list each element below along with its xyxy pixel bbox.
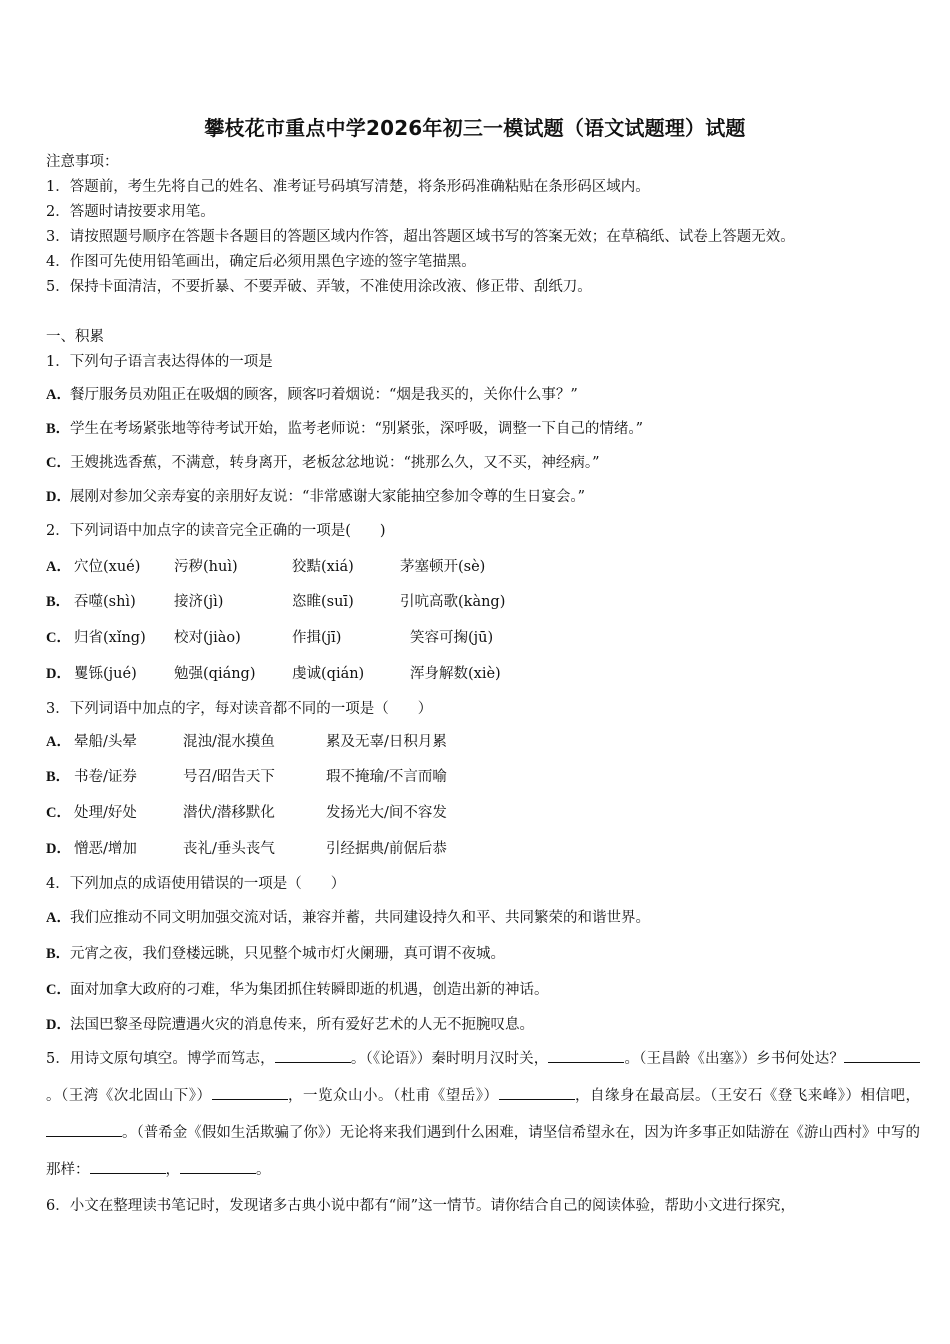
q5-text: ，一览众山小。（杜甫《望岳》） [287, 1088, 499, 1104]
option-word: 矍铄(jué) [74, 666, 137, 682]
q4-option-d[interactable] [46, 1015, 920, 1035]
option-word: 引吭高歌(kàng) [400, 594, 506, 610]
q5-text: ，自缘身在最高层。（王安石《登飞来峰》）相信吧， [574, 1088, 920, 1104]
answer-blank[interactable] [499, 1085, 575, 1100]
option-label: B． [46, 946, 71, 962]
option-text: 我们应推动不同文明加强交流对话，兼容并蓄，共同建设持久和平、共同繁荣的和谐世界。 [70, 910, 650, 926]
answer-blank[interactable] [46, 1122, 122, 1137]
option-word: 归省(xǐng) [74, 630, 146, 646]
option-word: 污秽(huì) [174, 559, 238, 575]
option-label: A． [46, 910, 71, 926]
q1-option-a[interactable] [46, 385, 920, 405]
notice-item: 1．答题前，考生先将自己的姓名、准考证号码填写清楚，将条形码准确粘贴在条形码区域内。 [46, 179, 650, 195]
option-word: 号召/昭告天下 [183, 769, 275, 785]
q1-option-c[interactable] [46, 453, 920, 473]
option-word: 瑕不掩瑜/不言而喻 [326, 769, 447, 785]
question-5 [46, 1041, 920, 1189]
notice-item: 4．作图可先使用铅笔画出，确定后必须用黑色字迹的签字笔描黑。 [46, 254, 476, 270]
option-word: 虔诚(qián) [292, 666, 365, 682]
q4-option-a[interactable] [46, 908, 920, 928]
option-word: 恣睢(suī) [292, 594, 354, 610]
option-word: 憎恶/增加 [74, 841, 137, 857]
q5-text: 。（王湾《次北固山下》） [46, 1088, 212, 1104]
option-word: 发扬光大/间不容发 [326, 805, 447, 821]
option-word: 浑身解数(xiè) [410, 666, 501, 682]
option-text: 餐厅服务员劝阻正在吸烟的顾客，顾客叼着烟说：“烟是我买的，关你什么事？” [70, 387, 578, 403]
option-text: 元宵之夜，我们登楼远眺，只见整个城市灯火阑珊，真可谓不夜城。 [70, 946, 505, 962]
q1-option-d[interactable] [46, 487, 920, 507]
option-word: 狡黠(xiá) [292, 559, 354, 575]
option-word: 吞噬(shì) [74, 594, 136, 610]
q2-option-b[interactable] [46, 592, 920, 612]
option-label: C． [46, 455, 71, 471]
q3-option-b[interactable] [46, 767, 920, 787]
q5-text: 。（普希金《假如生活欺骗了你》）无论将来我们遇到什么困难，请坚信希望永在，因为许多事正如陆游在《游山西村》中写的那样： [46, 1125, 920, 1178]
q3-option-a[interactable] [46, 732, 920, 752]
answer-blank[interactable] [548, 1048, 624, 1063]
option-label: A． [46, 559, 71, 575]
notice-item: 3．请按照题号顺序在答题卡各题目的答题区域内作答，超出答题区域书写的答案无效；在草稿纸、试卷上答题无效。 [46, 229, 795, 245]
answer-blank[interactable] [180, 1159, 256, 1174]
question-6-stem: 6．小文在整理读书笔记时，发现诸多古典小说中都有“闹”这一情节。请你结合自己的阅读体验，帮助小文进行探究， [46, 1198, 796, 1214]
option-word: 潜伏/潜移默化 [183, 805, 275, 821]
q4-option-c[interactable] [46, 980, 920, 1000]
notice-item: 5．保持卡面清洁，不要折暴、不要弄破、弄皱，不准使用涂改液、修正带、刮纸刀。 [46, 279, 592, 295]
q1-option-b[interactable] [46, 419, 920, 439]
option-word: 穴位(xué) [74, 559, 141, 575]
q3-option-c[interactable] [46, 803, 920, 823]
option-label: D． [46, 841, 71, 857]
option-label: B． [46, 769, 71, 785]
option-text: 展刚对参加父亲寿宴的亲朋好友说：“非常感谢大家能抽空参加令尊的生日宴会。” [70, 489, 586, 505]
option-word: 校对(jiào) [174, 630, 241, 646]
answer-blank[interactable] [90, 1159, 166, 1174]
question-4-stem: 4．下列加点的成语使用错误的一项是（ ） [46, 876, 346, 892]
option-label: C． [46, 805, 71, 821]
option-word: 勉强(qiáng) [174, 666, 256, 682]
section-heading: 一、积累 [46, 329, 104, 345]
option-text: 王嫂挑选香蕉，不满意，转身离开，老板忿忿地说：“挑那么久，又不买，神经病。” [70, 455, 600, 471]
q2-option-a[interactable] [46, 557, 920, 577]
option-word: 接济(jì) [174, 594, 224, 610]
q5-text: 。（王昌龄《出塞》）乡书何处达？ [624, 1051, 845, 1067]
option-word: 作揖(jī) [292, 630, 342, 646]
notice-item: 2．答题时请按要求用笔。 [46, 204, 215, 220]
option-label: D． [46, 666, 71, 682]
option-label: B． [46, 421, 71, 437]
question-2-stem: 2．下列词语中加点字的读音完全正确的一项是( ) [46, 523, 386, 539]
q4-option-b[interactable] [46, 944, 920, 964]
option-word: 茅塞顿开(sè) [400, 559, 486, 575]
q2-option-d[interactable] [46, 664, 920, 684]
option-word: 丧礼/垂头丧气 [183, 841, 275, 857]
q5-text: 。 [256, 1162, 271, 1178]
option-label: B． [46, 594, 71, 610]
option-word: 累及无辜/日积月累 [326, 734, 447, 750]
q2-option-c[interactable] [46, 628, 920, 648]
answer-blank[interactable] [275, 1048, 351, 1063]
option-word: 引经据典/前倨后恭 [326, 841, 447, 857]
option-word: 晕船/头晕 [74, 734, 137, 750]
option-label: C． [46, 982, 71, 998]
option-label: A． [46, 734, 71, 750]
option-label: D． [46, 489, 71, 505]
q3-option-d[interactable] [46, 839, 920, 859]
q5-text: 。（《论语》）秦时明月汉时关， [350, 1051, 549, 1067]
option-word: 笑容可掬(jū) [410, 630, 494, 646]
option-word: 处理/好处 [74, 805, 137, 821]
question-3-stem: 3．下列词语中加点的字，每对读音都不同的一项是（ ） [46, 701, 433, 717]
answer-blank[interactable] [844, 1048, 920, 1063]
q5-text: 5．用诗文原句填空。博学而笃志， [46, 1051, 275, 1067]
option-text: 面对加拿大政府的刁难，华为集团抓住转瞬即逝的机遇，创造出新的神话。 [70, 982, 549, 998]
option-label: D． [46, 1017, 71, 1033]
notice-heading: 注意事项： [46, 154, 119, 170]
option-text: 学生在考场紧张地等待考试开始，监考老师说：“别紧张，深呼吸，调整一下自己的情绪。” [70, 421, 644, 437]
question-1-stem: 1．下列句子语言表达得体的一项是 [46, 354, 273, 370]
option-word: 书卷/证券 [74, 769, 137, 785]
option-label: A． [46, 387, 71, 403]
q5-text: ， [165, 1162, 180, 1178]
answer-blank[interactable] [212, 1085, 288, 1100]
option-text: 法国巴黎圣母院遭遇火灾的消息传来，所有爱好艺术的人无不扼腕叹息。 [70, 1017, 534, 1033]
page-title: 攀枝花市重点中学2026年初三一模试题（语文试题理）试题 [204, 116, 746, 140]
option-label: C． [46, 630, 71, 646]
option-word: 混浊/混水摸鱼 [183, 734, 275, 750]
